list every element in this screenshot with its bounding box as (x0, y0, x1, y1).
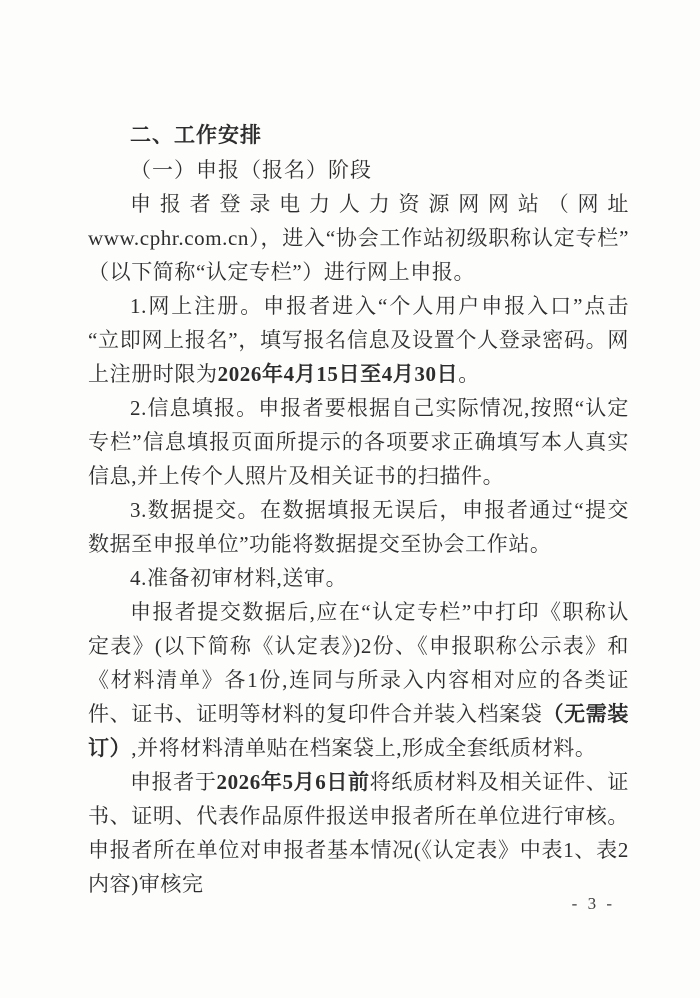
paragraph (88, 187, 629, 289)
paragraph (88, 493, 629, 561)
text-run: 申报者提交数据后,应在“认定专栏”中打印《职称认定表》(以下简称《认定表》)2份、《申报职称公示表》和《材料清单》各1份,连同与所录入内容相对应的各类证件、证书、证明等材料的复印件合并装入档案袋 (88, 600, 629, 726)
text-run: 。 (458, 362, 480, 386)
bold-text-run: （无需装订） (88, 702, 629, 760)
paragraph (88, 595, 629, 765)
text-run: ,并将材料清单贴在档案袋上,形成全套纸质材料。 (131, 736, 597, 760)
paragraph (88, 391, 629, 493)
bold-text-run: 二、工作安排 (130, 124, 262, 147)
text-run: 4.准备初审材料,送审。 (130, 566, 348, 590)
document-body (88, 119, 629, 901)
text-run: （一）申报（报名）阶段 (130, 158, 372, 182)
text-run: 1.网上注册。申报者进入“个人用户申报入口”点击“立即网上报名”，填写报名信息及设置个人登录密码。网上注册时限为 (88, 294, 629, 386)
page-number: - 3 - (571, 894, 615, 913)
paragraph (88, 289, 629, 391)
text-run: 3.数据提交。在数据填报无误后，申报者通过“提交数据至申报单位”功能将数据提交至协会工作站。 (88, 498, 629, 556)
text-run: 申报者登录电力人力资源网网站（网址www.cphr.com.cn），进入“协会工作站初级职称认定专栏”（以下简称“认定专栏”）进行网上申报。 (88, 192, 629, 284)
section-subheading (88, 153, 629, 187)
text-run: 将纸质材料及相关证件、证书、证明、代表作品原件报送申报者所在单位进行审核。申报者所在单位对申报者基本情况(《认定表》中表1、表2内容)审核完 (88, 770, 630, 896)
text-run: 2.信息填报。申报者要根据自己实际情况,按照“认定专栏”信息填报页面所提示的各项要求正确填写本人真实信息,并上传个人照片及相关证书的扫描件。 (88, 396, 629, 488)
bold-text-run: 2026年5月6日前 (216, 770, 370, 794)
paragraph (88, 765, 629, 901)
bold-text-run: 2026年4月15日至4月30日 (217, 362, 459, 386)
section-heading (88, 119, 629, 153)
paragraph (88, 561, 629, 595)
text-run: 申报者于 (130, 770, 217, 794)
